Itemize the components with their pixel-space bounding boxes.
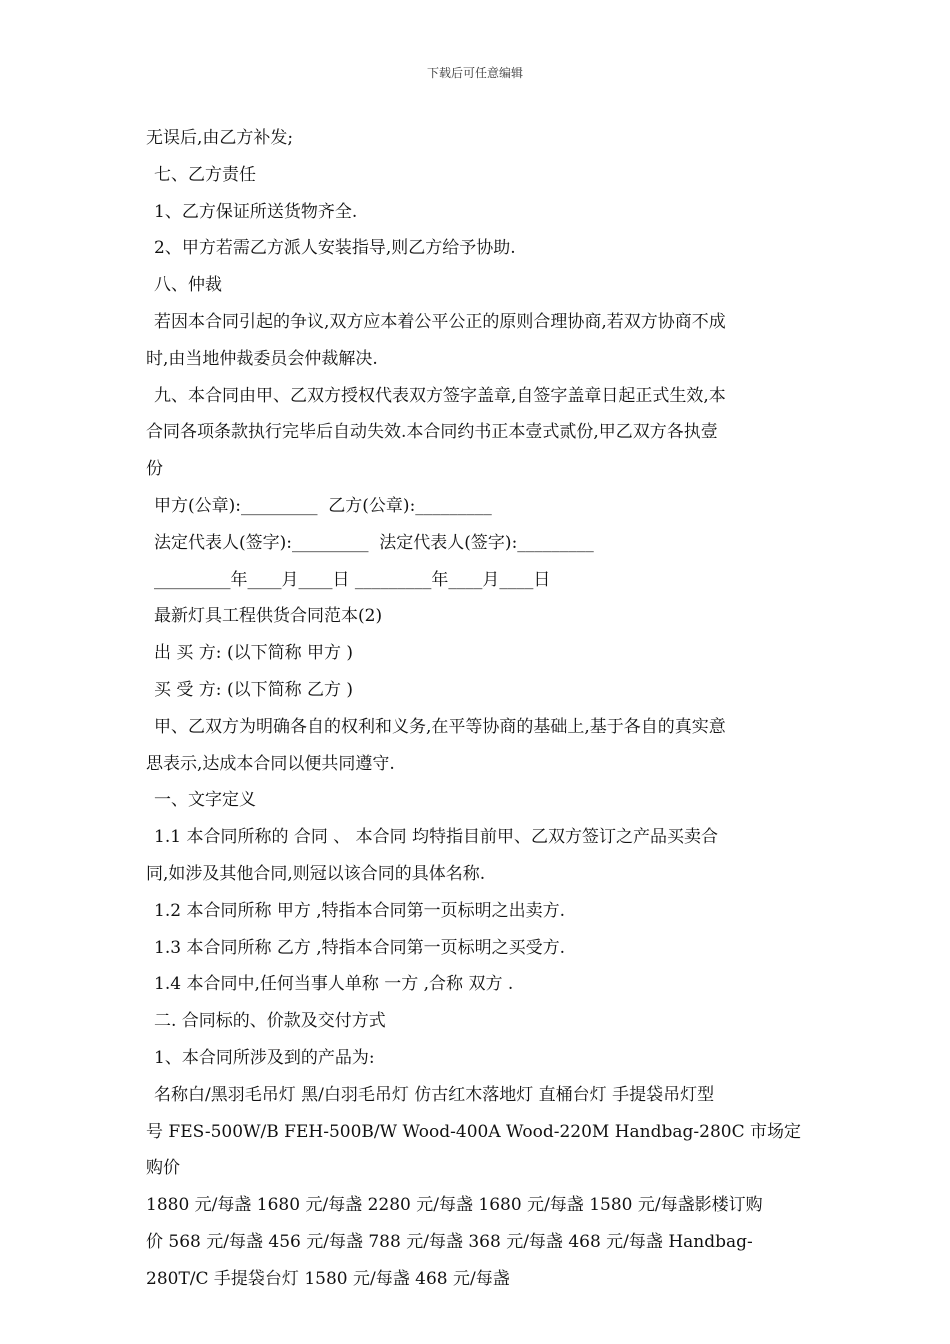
text-line: 1、乙方保证所送货物齐全. — [154, 201, 358, 222]
page-header: 下载后可任意编辑 — [426, 66, 523, 80]
text-line: 思表示,达成本合同以便共同遵守. — [146, 753, 395, 774]
text-line: 若因本合同引起的争议,双方应本着公平公正的原则合理协商,若双方协商不成 — [154, 311, 726, 332]
signature-line: 甲方(公章):_________ 乙方(公章):_________ — [154, 495, 492, 516]
text-line: 无误后,由乙方补发; — [146, 128, 294, 148]
document-body — [146, 120, 810, 1298]
text-line: 出 买 方: (以下简称 甲方 ) — [154, 643, 354, 664]
signature-line: 法定代表人(签字):_________ 法定代表人(签字):_________ — [154, 532, 594, 553]
section-heading: 二. 合同标的、价款及交付方式 — [154, 1011, 386, 1032]
text-line: 名称白/黑羽毛吊灯 黑/白羽毛吊灯 仿古红木落地灯 直桶台灯 手提袋吊灯型 — [154, 1084, 715, 1105]
text-line: 1880 元/每盏 1680 元/每盏 2280 元/每盏 1680 元/每盏 1580 元/每盏影楼订购 — [146, 1195, 763, 1216]
text-line: 价 568 元/每盏 456 元/每盏 788 元/每盏 368 元/每盏 468 元/每盏 Handbag- — [146, 1231, 753, 1252]
date-line: _________年____月____日 _________年____月____日 — [154, 569, 551, 590]
text-line: 同,如涉及其他合同,则冠以该合同的具体名称. — [146, 863, 486, 884]
text-line: 2、甲方若需乙方派人安装指导,则乙方给予协助. — [154, 238, 516, 259]
text-line: 号 FES-500W/B FEH-500B/W Wood-400A Wood-220M Handbag-280C 市场定购价 — [146, 1121, 801, 1179]
text-line: 买 受 方: (以下简称 乙方 ) — [154, 679, 354, 700]
text-line: 1.4 本合同中,任何当事人单称 一方 ,合称 双方 . — [154, 974, 514, 995]
text-line: 合同各项条款执行完毕后自动失效.本合同约书正本壹式贰份,甲乙双方各执壹 — [146, 422, 718, 443]
text-line: 1、本合同所涉及到的产品为: — [154, 1047, 375, 1068]
text-line: 份 — [146, 459, 163, 480]
text-line: 1.1 本合同所称的 合同 、 本合同 均特指目前甲、乙双方签订之产品买卖合 — [154, 827, 719, 848]
text-line: 九、本合同由甲、乙双方授权代表双方签字盖章,自签字盖章日起正式生效,本 — [154, 385, 726, 406]
text-line: 280T/C 手提袋台灯 1580 元/每盏 468 元/每盏 — [146, 1268, 510, 1289]
section-heading: 七、乙方责任 — [154, 164, 256, 185]
text-line: 时,由当地仲裁委员会仲裁解决. — [146, 348, 378, 369]
text-line: 1.3 本合同所称 乙方 ,特指本合同第一页标明之买受方. — [154, 937, 566, 958]
document-title: 最新灯具工程供货合同范本(2) — [154, 606, 383, 627]
section-heading: 八、仲裁 — [154, 275, 222, 296]
section-heading: 一、文字定义 — [154, 790, 256, 811]
text-line: 甲、乙双方为明确各自的权利和义务,在平等协商的基础上,基于各自的真实意 — [154, 716, 726, 737]
text-line: 1.2 本合同所称 甲方 ,特指本合同第一页标明之出卖方. — [154, 900, 566, 921]
